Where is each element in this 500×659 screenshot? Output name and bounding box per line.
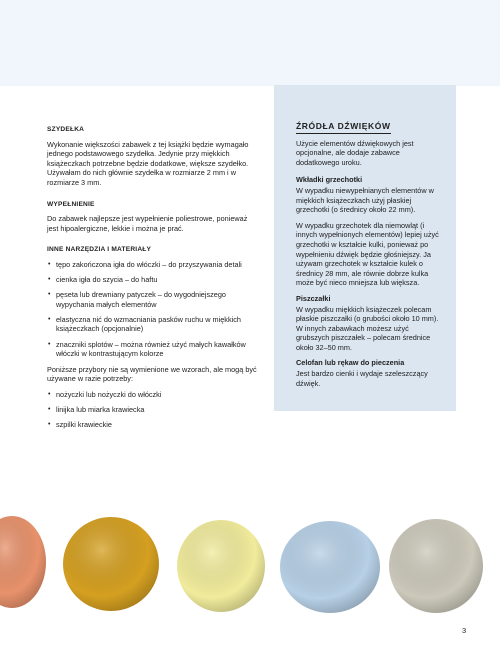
- top-background-band: [0, 0, 500, 86]
- yarn-ball-pale-yellow: [177, 520, 265, 612]
- yarn-ball-beige: [389, 519, 483, 613]
- rattle-text-1: W wypadku niewypełnianych elementów w miękkich książeczkach użyj płaskiej grzechotki (o średnicy około 22 mm).: [296, 185, 434, 215]
- left-column: [47, 125, 257, 436]
- rattle-heading: Wkładki grzechotki: [296, 175, 363, 185]
- rattle-text-2: W wypadku grzechotek dla niemowląt (i innych wypełnionych elementów) lepiej użyć grzechotki w kształcie kulki, ponieważ po wypełnieniu dźwięk będzie głośniejszy. Ja używam grzechotek w kształcie kulek o średnicy 28 mm, ale równie dobrze kulka może być nieco mniejsza lub większa.: [296, 220, 439, 288]
- list-item: • szpilki krawieckie: [47, 420, 257, 430]
- list-item: • linijka lub miarka krawiecka: [47, 405, 257, 415]
- tools-list: [47, 260, 257, 359]
- yarn-balls-photo: [0, 480, 500, 630]
- list-item: • tępo zakończona igła do włóczki – do przyszywania detali: [47, 260, 257, 270]
- sound-sources-sidebar: [274, 85, 456, 411]
- yarn-ball-mustard: [63, 517, 159, 611]
- sidebar-title: ŹRÓDŁA DŹWIĘKÓW: [296, 122, 391, 134]
- szydelka-text: Wykonanie większości zabawek z tej książki będzie wymagało jednego podstawowego szydełka. Jedynie przy miękkich książeczkach potrzebne będzie dodatkowe, większe szydełko. Używałam do nich głównie szydełka w rozmiarze 2 mm i w rozmiarze 3 mm.: [47, 139, 249, 187]
- squeaker-text: W wypadku miękkich książeczek polecam płaskie piszczałki (o grubości około 10 mm). W innych zabawkach możesz użyć grubszych piszczałek – polecam średnice około 32–50 mm.: [296, 304, 439, 352]
- wypelnienie-heading: WYPEŁNIENIE: [47, 200, 95, 208]
- list-item: • znaczniki splotów – można również użyć małych kawałków włóczki w kontrastującym kolorze: [47, 340, 257, 359]
- sidebar-intro: Użycie elementów dźwiękowych jest opcjonalne, ale dodaje zabawce dodatkowego uroku.: [296, 138, 414, 167]
- yarn-ball-light-blue: [280, 521, 380, 613]
- szydelka-heading: SZYDEŁKA: [47, 126, 85, 133]
- optional-tools-list: [47, 390, 257, 430]
- page-number: 3: [462, 626, 467, 635]
- optional-tools-intro: Poniższe przybory nie są wymienione we wzorach, ale mogą być używane w razie potrzeby:: [47, 364, 257, 384]
- wypelnienie-text: Do zabawek najlepsze jest wypełnienie poliestrowe, ponieważ jest hipoalergiczne, lekkie i można je prać.: [47, 214, 248, 233]
- cellophane-heading: Celofan lub rękaw do pieczenia: [296, 358, 405, 368]
- list-item: • cienka igła do szycia – do haftu: [47, 275, 257, 285]
- list-item: • pęseta lub drewniany patyczek – do wygodniejszego wypychania małych elementów: [47, 290, 257, 309]
- narzedzia-heading: INNE NARZĘDZIA I MATERIAŁY: [47, 246, 152, 254]
- cellophane-text: Jest bardzo cienki i wydaje szeleszczący dźwięk.: [296, 369, 428, 388]
- squeaker-heading: Piszczałki: [296, 293, 331, 303]
- list-item: • elastyczna nić do wzmacniania pasków ruchu w miękkich książeczkach (opcjonalnie): [47, 315, 257, 334]
- list-item: • nożyczki lub nożyczki do włóczki: [47, 390, 257, 400]
- yarn-ball-orange: [0, 516, 46, 608]
